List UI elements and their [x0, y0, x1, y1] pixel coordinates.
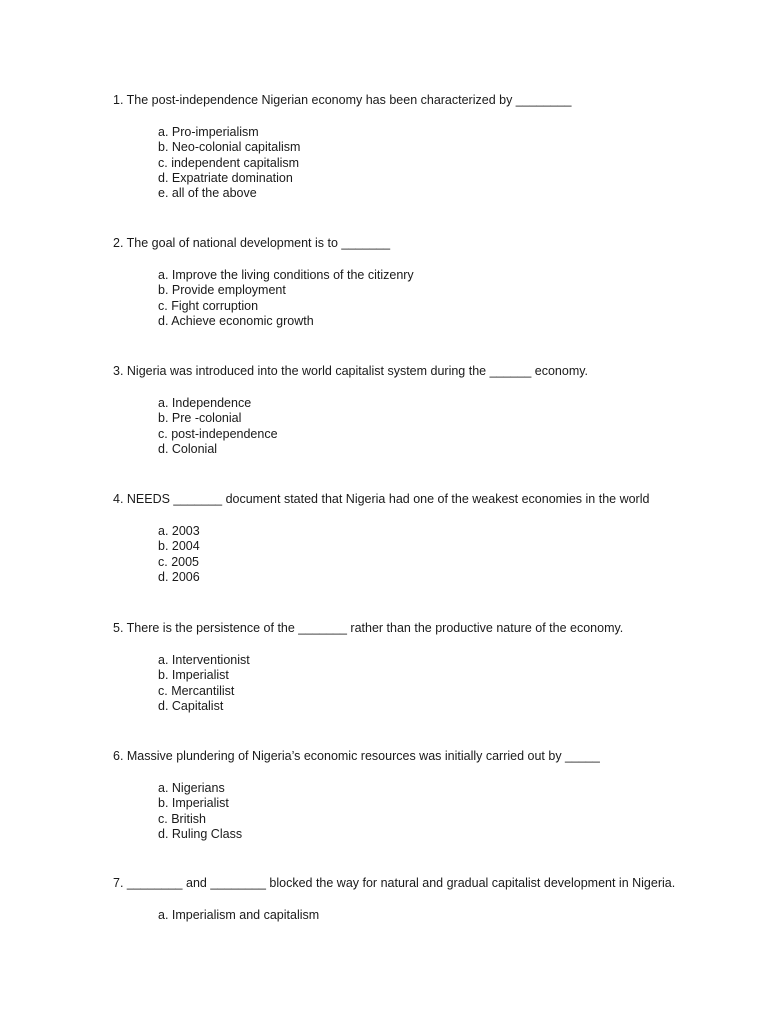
- option-c: c. 2005: [158, 554, 200, 569]
- answer-options: [158, 125, 733, 201]
- option-d: d. Achieve economic growth: [158, 313, 314, 328]
- option-a: a. Interventionist: [158, 653, 250, 667]
- option-a: a. Imperialism and capitalism: [158, 908, 320, 922]
- question-text: 5. There is the persistence of the _______ rather than the productive nature of the economy.: [113, 621, 624, 635]
- option-a: a. Improve the living conditions of the citizenry: [158, 268, 414, 282]
- question-6: [113, 748, 733, 842]
- option-c: c. Mercantilist: [158, 683, 235, 698]
- option-b: b. 2004: [158, 539, 200, 554]
- answer-options: [158, 908, 733, 923]
- option-b: b. Imperialist: [158, 796, 229, 811]
- option-d: d. Ruling Class: [158, 826, 243, 841]
- option-c: c. independent capitalism: [158, 155, 300, 170]
- answer-options: [158, 781, 733, 842]
- question-text: 6. Massive plundering of Nigeria’s economic resources was initially carried out by _____: [113, 749, 600, 763]
- option-a: a. Pro-imperialism: [158, 125, 259, 139]
- question-4: [113, 491, 733, 585]
- option-c: c. Fight corruption: [158, 298, 259, 313]
- option-c: c. British: [158, 811, 206, 826]
- question-1: [113, 92, 733, 201]
- question-text: 4. NEEDS _______ document stated that Nigeria had one of the weakest economies in the world: [113, 492, 650, 506]
- option-b: b. Imperialist: [158, 668, 229, 683]
- option-d: d. Colonial: [158, 441, 218, 456]
- answer-options: [158, 524, 733, 585]
- question-5: [113, 620, 733, 714]
- option-a: a. Nigerians: [158, 781, 225, 795]
- option-c: c. post-independence: [158, 426, 278, 441]
- option-a: a. Independence: [158, 396, 252, 410]
- option-d: d. 2006: [158, 569, 200, 584]
- question-text: 3. Nigeria was introduced into the world capitalist system during the ______ economy.: [113, 364, 589, 378]
- option-b: b. Pre -colonial: [158, 411, 242, 426]
- option-d: d. Expatriate domination: [158, 170, 293, 185]
- question-2: [113, 235, 733, 329]
- option-e: e. all of the above: [158, 186, 257, 201]
- question-7: [113, 875, 733, 923]
- question-text: 2. The goal of national development is to _______: [113, 236, 391, 250]
- question-text: 7. ________ and ________ blocked the way for natural and gradual capitalist development in Nigeria.: [113, 876, 676, 890]
- question-text: 1. The post-independence Nigerian economy has been characterized by ________: [113, 93, 572, 107]
- answer-options: [158, 268, 733, 329]
- option-a: a. 2003: [158, 524, 200, 538]
- option-d: d. Capitalist: [158, 698, 224, 713]
- answer-options: [158, 396, 733, 457]
- option-b: b. Neo-colonial capitalism: [158, 140, 301, 155]
- question-3: [113, 363, 733, 457]
- answer-options: [158, 653, 733, 714]
- option-b: b. Provide employment: [158, 283, 286, 298]
